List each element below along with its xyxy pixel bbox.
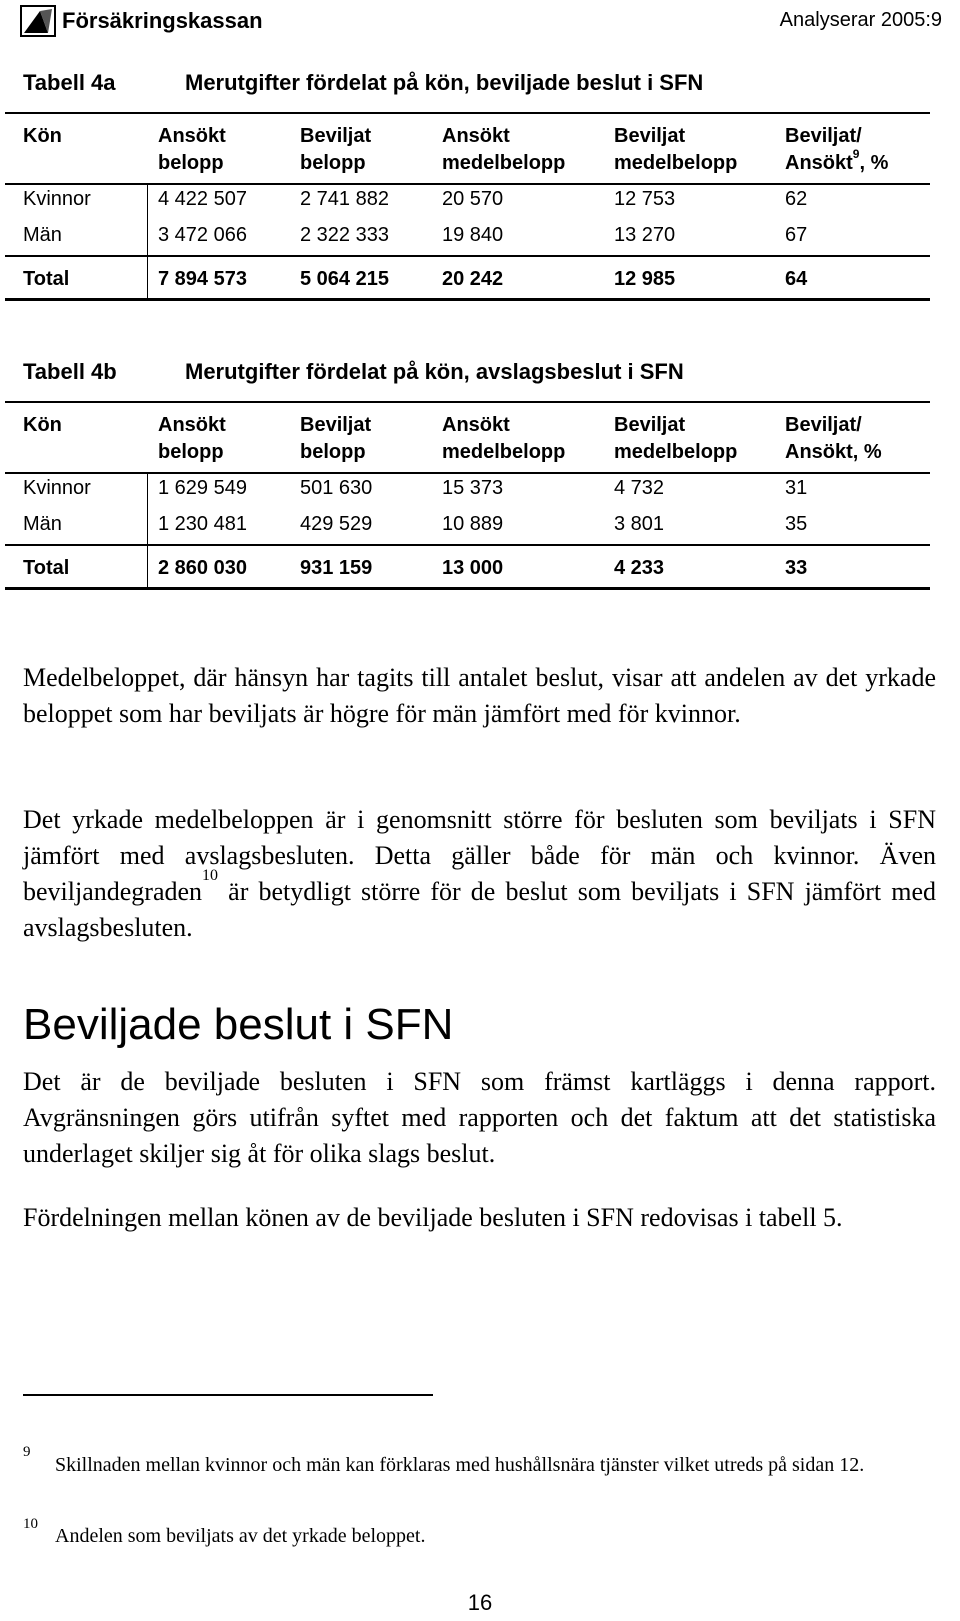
cell: 62 bbox=[785, 188, 808, 210]
header-kon: Kön bbox=[23, 414, 62, 436]
cell: 31 bbox=[785, 477, 808, 499]
cell: 20 570 bbox=[442, 188, 504, 210]
cell: 429 529 bbox=[300, 513, 373, 535]
table-top-rule bbox=[5, 401, 930, 403]
cell: 3 801 bbox=[614, 513, 665, 535]
cell: 7 894 573 bbox=[158, 268, 247, 290]
row-label: Kvinnor bbox=[23, 188, 91, 210]
cell: 15 373 bbox=[442, 477, 504, 499]
row-label: Kvinnor bbox=[23, 477, 91, 499]
header-ansokt-belopp: Ansökt belopp bbox=[158, 414, 226, 463]
table-top-rule bbox=[5, 112, 930, 114]
footnote-number: 10 bbox=[23, 1516, 38, 1532]
cell: 2 860 030 bbox=[158, 557, 247, 579]
header-beviljat-belopp: Beviljat belopp bbox=[300, 414, 372, 463]
table-4a bbox=[0, 70, 960, 310]
table-4b bbox=[0, 359, 960, 599]
table-title: Merutgifter fördelat på kön, avslagsbeslut i SFN bbox=[185, 359, 684, 384]
cell: 5 064 215 bbox=[300, 268, 389, 290]
forsakringskassan-logo-icon bbox=[20, 5, 56, 37]
table-bottom-rule bbox=[5, 298, 930, 301]
header-rule bbox=[5, 472, 930, 474]
cell: 19 840 bbox=[442, 224, 504, 246]
cell: 10 889 bbox=[442, 513, 504, 535]
footnote-ref-9: 9 bbox=[852, 147, 860, 162]
cell: 33 bbox=[785, 557, 808, 579]
header-ansokt-belopp: Ansökt belopp bbox=[158, 125, 226, 174]
table-label: Tabell 4a bbox=[23, 70, 116, 95]
footnote-number: 9 bbox=[23, 1444, 31, 1460]
brand-name: Försäkringskassan bbox=[62, 8, 263, 33]
cell: 4 422 507 bbox=[158, 188, 247, 210]
cell: 12 753 bbox=[614, 188, 676, 210]
section-heading: Beviljade beslut i SFN bbox=[23, 1000, 454, 1049]
row-label: Total bbox=[23, 268, 70, 290]
header-beviljat-medelbelopp: Beviljat medelbelopp bbox=[614, 414, 738, 463]
cell: 13 000 bbox=[442, 557, 504, 579]
cell: 4 732 bbox=[614, 477, 665, 499]
header-beviljat-ansokt: Beviljat/ Ansökt$^9$, % bbox=[785, 125, 889, 174]
row-label: Total bbox=[23, 557, 70, 579]
row-label: Män bbox=[23, 224, 62, 246]
cell: 12 985 bbox=[614, 268, 676, 290]
table-title: Merutgifter fördelat på kön, beviljade beslut i SFN bbox=[185, 70, 704, 95]
series-label: Analyserar 2005:9 bbox=[779, 9, 942, 31]
header-beviljat-medelbelopp: Beviljat medelbelopp bbox=[614, 125, 738, 174]
paragraph-medelbeloppet: Medelbeloppet, där hänsyn har tagits till antalet beslut, visar att andelen av det yrkade beloppet som har beviljats är högre för män jämfört med för kvinnor. bbox=[23, 663, 936, 728]
cell: 67 bbox=[785, 224, 808, 246]
total-rule bbox=[5, 544, 930, 546]
cell: 1 230 481 bbox=[158, 513, 247, 535]
cell: 2 322 333 bbox=[300, 224, 389, 246]
cell: 1 629 549 bbox=[158, 477, 247, 499]
paragraph-beviljade-besluten: Det är de beviljade besluten i SFN som främst kartläggs i denna rapport. Avgränsningen görs utifrån syftet med rapporten och det faktum att det statistiska underlaget skiljer sig åt för olika slags beslut. bbox=[23, 1067, 936, 1168]
column-divider bbox=[147, 184, 148, 298]
cell: 501 630 bbox=[300, 477, 373, 499]
table-label: Tabell 4b bbox=[23, 359, 117, 384]
cell: 2 741 882 bbox=[300, 188, 389, 210]
total-rule bbox=[5, 255, 930, 257]
cell: 20 242 bbox=[442, 268, 504, 290]
footnote-text: Andelen som beviljats av det yrkade beloppet. bbox=[55, 1525, 426, 1547]
header-kon: Kön bbox=[23, 125, 62, 147]
cell: 64 bbox=[785, 268, 808, 290]
header-rule bbox=[5, 183, 930, 185]
cell: 4 233 bbox=[614, 557, 665, 579]
paragraph-fordelningen: Fördelningen mellan könen av de beviljade besluten i SFN redovisas i tabell 5. bbox=[23, 1203, 843, 1232]
cell: 931 159 bbox=[300, 557, 373, 579]
footnote-text: Skillnaden mellan kvinnor och män kan förklaras med hushållsnära tjänster vilket utreds på sidan 12. bbox=[55, 1454, 865, 1476]
header-beviljat-ansokt: Beviljat/ Ansökt, % bbox=[785, 414, 882, 463]
page-number: 16 bbox=[467, 1590, 493, 1615]
cell: 35 bbox=[785, 513, 808, 535]
paragraph-yrkade-medelbeloppen: Det yrkade medelbeloppen är i genomsnitt större för besluten som beviljats i SFN jämfört med avslagsbesluten. Detta gäller både för män och kvinnor. Även beviljandegraden$^{10}$ är betydligt större för de beslut som beviljats i SFN jämfört med avslagsbesluten. bbox=[23, 805, 936, 942]
header-ansokt-medelbelopp: Ansökt medelbelopp bbox=[442, 125, 566, 174]
table-bottom-rule bbox=[5, 587, 930, 590]
cell: 3 472 066 bbox=[158, 224, 247, 246]
header-beviljat-belopp: Beviljat belopp bbox=[300, 125, 372, 174]
cell: 13 270 bbox=[614, 224, 676, 246]
column-divider bbox=[147, 473, 148, 587]
footnote-ref-10: 10 bbox=[202, 867, 219, 885]
row-label: Män bbox=[23, 513, 62, 535]
footnote-rule bbox=[23, 1394, 433, 1396]
header-ansokt-medelbelopp: Ansökt medelbelopp bbox=[442, 414, 566, 463]
